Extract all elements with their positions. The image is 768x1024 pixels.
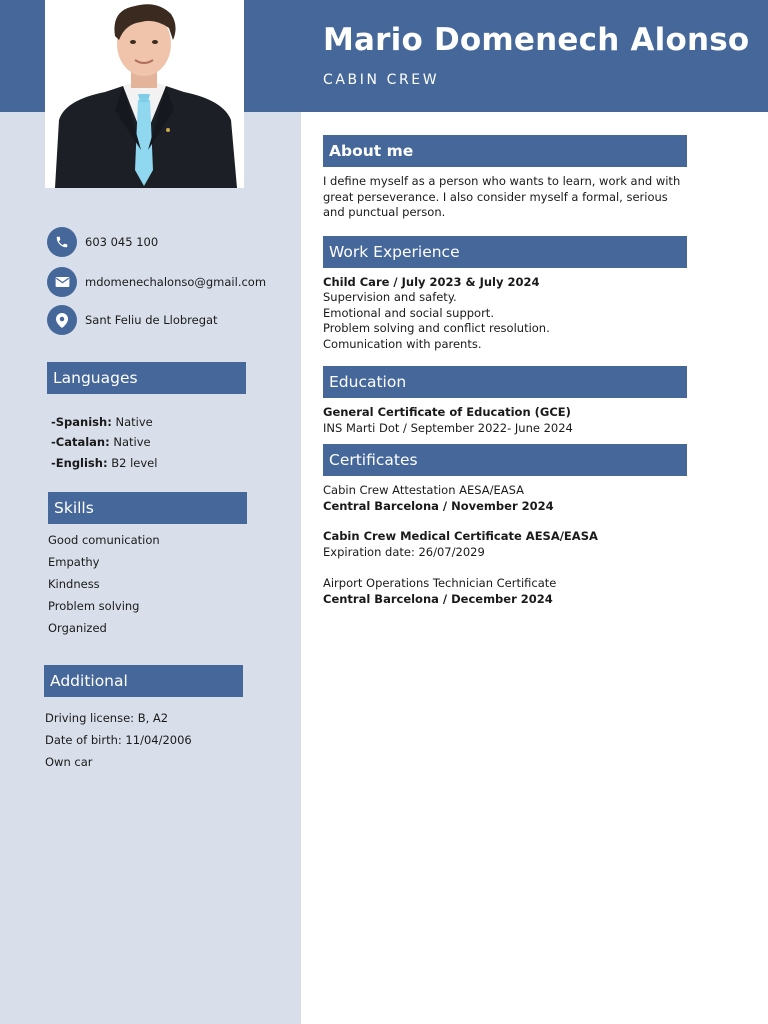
- language-item: [51, 414, 153, 430]
- additional-heading: Additional: [44, 665, 243, 697]
- about-line: great perseverance. I also consider myself a formal, serious: [323, 189, 668, 204]
- work-duty: Emotional and social support.: [323, 305, 494, 320]
- additional-item: Own car: [45, 755, 93, 769]
- certificate-name: [323, 528, 598, 544]
- contact-location: [47, 305, 218, 335]
- work-role-title: Child Care / July 2023 & July 2024: [323, 275, 540, 289]
- language-item: [51, 455, 157, 471]
- about-text: [323, 174, 680, 221]
- job-title: CABIN CREW: [323, 72, 440, 88]
- language-level: Native: [113, 435, 151, 449]
- work-duty: Problem solving and conflict resolution.: [323, 321, 550, 335]
- education-degree-title: General Certificate of Education (GCE): [323, 405, 571, 419]
- language-level: Native: [115, 415, 153, 429]
- contact-email: [47, 267, 266, 297]
- email-icon: [47, 267, 77, 297]
- skill-item: Kindness: [48, 577, 100, 591]
- education-detail: INS Marti Dot / September 2022- June 2024: [323, 421, 573, 435]
- location-text: Sant Feliu de Llobregat: [85, 313, 218, 327]
- additional-item: Date of birth: 11/04/2006: [45, 733, 192, 747]
- skill-item: Organized: [48, 621, 107, 635]
- certificate-detail: Expiration date: 26/07/2029: [323, 545, 485, 559]
- profile-photo: [45, 0, 244, 188]
- certificate-detail-text: Central Barcelona / November 2024: [323, 499, 554, 513]
- language-level: B2 level: [111, 456, 158, 470]
- work-duty: Comunication with parents.: [323, 336, 482, 351]
- additional-item: Driving license: B, A2: [45, 711, 169, 725]
- certificate-detail: [323, 498, 554, 514]
- skill-item: Good comunication: [48, 533, 160, 547]
- education-degree: [323, 404, 571, 420]
- certificate-name: Cabin Crew Attestation AESA/EASA: [323, 483, 525, 497]
- contact-phone: [47, 227, 158, 257]
- work-duties: [323, 290, 550, 352]
- language-name: -English:: [51, 456, 108, 470]
- skill-item: Empathy: [48, 555, 100, 569]
- certificate-detail: [323, 591, 553, 607]
- person-name: Mario Domenech Alonso: [323, 22, 750, 58]
- language-item: [51, 434, 151, 450]
- about-line: and punctual person.: [323, 205, 446, 219]
- skills-heading: Skills: [48, 492, 247, 524]
- language-name: -Spanish:: [51, 415, 112, 429]
- certificate-name: Airport Operations Technician Certificate: [323, 576, 557, 590]
- certificate-name-text: Cabin Crew Medical Certificate AESA/EASA: [323, 529, 598, 543]
- certificates-heading: Certificates: [323, 444, 687, 476]
- phone-icon: [47, 227, 77, 257]
- location-pin-icon: [47, 305, 77, 335]
- phone-number: 603 045 100: [85, 235, 159, 249]
- work-heading: Work Experience: [323, 236, 687, 268]
- education-heading: Education: [323, 366, 687, 398]
- about-heading: About me: [323, 135, 687, 167]
- certificate-detail-text: Central Barcelona / December 2024: [323, 592, 553, 606]
- language-name: -Catalan:: [51, 435, 110, 449]
- work-role: [323, 274, 540, 290]
- languages-heading: Languages: [47, 362, 246, 394]
- work-duty: Supervision and safety.: [323, 290, 457, 304]
- skill-item: Problem solving: [48, 599, 140, 613]
- email-address: mdomenechalonso@gmail.com: [85, 275, 267, 289]
- about-line: I define myself as a person who wants to learn, work and with: [323, 174, 681, 188]
